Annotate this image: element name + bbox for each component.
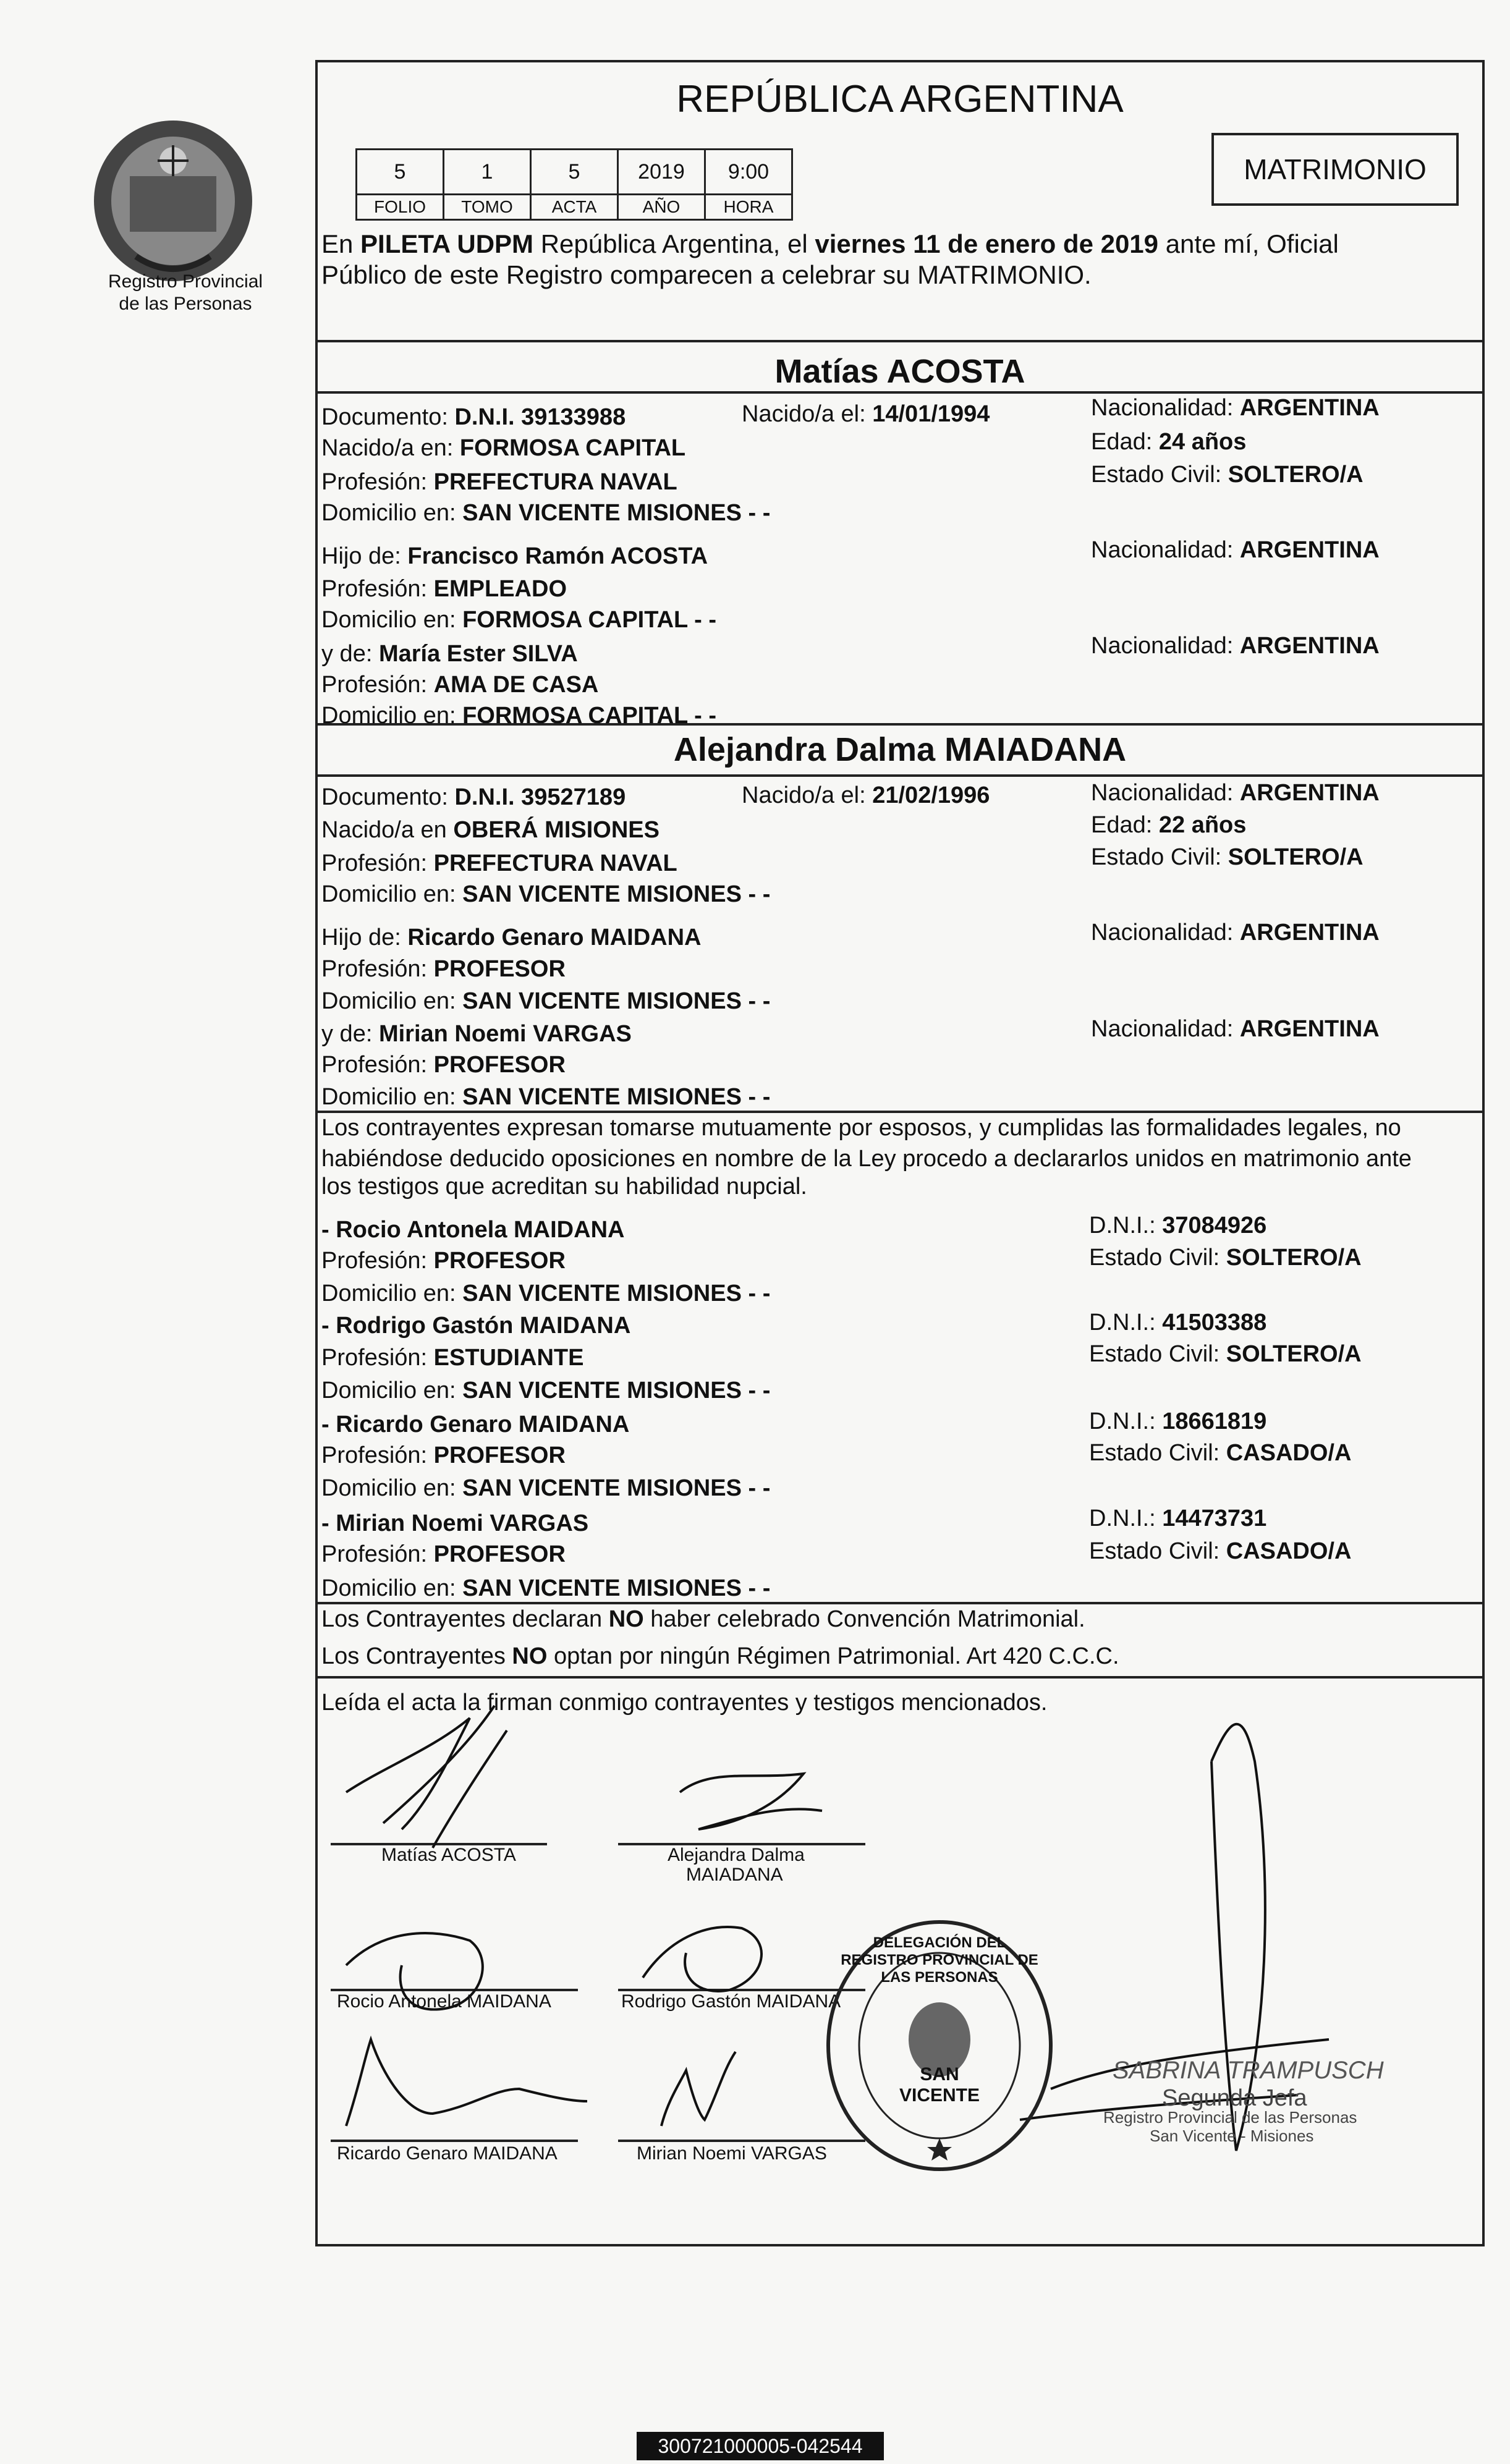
- spouse2-mother-prof: Profesión: PROFESOR: [321, 1052, 566, 1078]
- spouse2-prof: Profesión: PREFECTURA NAVAL: [321, 850, 677, 876]
- spouse1-father-nat: Nacionalidad: ARGENTINA: [1091, 537, 1380, 563]
- ano-label: AÑO: [618, 195, 705, 220]
- witness-dni: D.N.I.: 37084926: [1089, 1213, 1267, 1238]
- spouse1-mother-prof: Profesión: AMA DE CASA: [321, 672, 599, 698]
- spouse2-mother-dom: Domicilio en: SAN VICENTE MISIONES - -: [321, 1084, 771, 1110]
- official-role: Segunda Jefa: [1162, 2085, 1307, 2111]
- acta-value: 5: [531, 150, 618, 195]
- witness-dom: Domicilio en: SAN VICENTE MISIONES - -: [321, 1281, 771, 1306]
- spouse1-civil: Estado Civil: SOLTERO/A: [1091, 462, 1364, 488]
- spouse1-prof: Profesión: PREFECTURA NAVAL: [321, 469, 677, 495]
- official-name: SABRINA TRAMPUSCH: [1113, 2057, 1384, 2084]
- witness-prof: Profesión: PROFESOR: [321, 1248, 566, 1274]
- ano-value: 2019: [618, 150, 705, 195]
- intro-line-1: En PILETA UDPM República Argentina, el viernes 11 de enero de 2019 ante mí, Oficial: [321, 229, 1339, 258]
- spouse1-nat: Nacionalidad: ARGENTINA: [1091, 395, 1380, 421]
- spouse1-born: Nacido/a el: 14/01/1994: [742, 401, 990, 427]
- witness-prof: Profesión: ESTUDIANTE: [321, 1345, 584, 1371]
- witness-civil: Estado Civil: SOLTERO/A: [1089, 1341, 1362, 1367]
- footer-code: 300721000005-042544: [637, 2432, 884, 2460]
- folio-value: 5: [357, 150, 444, 195]
- witness-civil: Estado Civil: CASADO/A: [1089, 1538, 1352, 1564]
- witness-dom: Domicilio en: SAN VICENTE MISIONES - -: [321, 1575, 771, 1601]
- closing-statement: Leída el acta la firman conmigo contrayentes y testigos mencionados.: [321, 1690, 1048, 1716]
- signature-label: MAIADANA: [686, 1865, 783, 1885]
- witness-name: - Rodrigo Gastón MAIDANA: [321, 1313, 631, 1339]
- witness-prof: Profesión: PROFESOR: [321, 1541, 566, 1567]
- signature-label: Rodrigo Gastón MAIDANA: [621, 1991, 841, 2012]
- witness-name: - Rocio Antonela MAIDANA: [321, 1217, 625, 1243]
- spouse1-dom: Domicilio en: SAN VICENTE MISIONES - -: [321, 500, 771, 526]
- divider: [315, 774, 1485, 777]
- tomo-value: 1: [444, 150, 531, 195]
- spouse2-nat: Nacionalidad: ARGENTINA: [1091, 780, 1380, 806]
- spouse1-age: Edad: 24 años: [1091, 429, 1247, 455]
- witness-dni: D.N.I.: 18661819: [1089, 1408, 1267, 1434]
- signature-label: Mirian Noemi VARGAS: [637, 2143, 827, 2164]
- witness-dom: Domicilio en: SAN VICENTE MISIONES - -: [321, 1378, 771, 1403]
- regime-statement: Los Contrayentes NO optan por ningún Régimen Patrimonial. Art 420 C.C.C.: [321, 1643, 1119, 1669]
- signature-label: Matías ACOSTA: [381, 1845, 516, 1865]
- convention-statement: Los Contrayentes declaran NO haber celebrado Convención Matrimonial.: [321, 1606, 1085, 1632]
- hora-value: 9:00: [705, 150, 792, 195]
- registry-name: Registro Provincial: [108, 271, 263, 292]
- registry-sub: de las Personas: [119, 294, 252, 314]
- declaration-line-3: los testigos que acreditan su habilidad nupcial.: [321, 1174, 807, 1200]
- hora-label: HORA: [705, 195, 792, 220]
- handwritten-signatures: [0, 1669, 1510, 2287]
- spouse2-mother: y de: Mirian Noemi VARGAS: [321, 1021, 632, 1047]
- provincial-seal: [80, 114, 266, 287]
- spouse1-doc: Documento: D.N.I. 39133988: [321, 404, 626, 430]
- signature-label: Alejandra Dalma: [668, 1845, 805, 1865]
- spouse1-father: Hijo de: Francisco Ramón ACOSTA: [321, 543, 708, 569]
- spouse2-father-dom: Domicilio en: SAN VICENTE MISIONES - -: [321, 988, 771, 1014]
- signature-label: Ricardo Genaro MAIDANA: [337, 2143, 558, 2164]
- spouse1-father-dom: Domicilio en: FORMOSA CAPITAL - -: [321, 607, 717, 633]
- spouse2-father-nat: Nacionalidad: ARGENTINA: [1091, 920, 1380, 946]
- country-title: REPÚBLICA ARGENTINA: [676, 78, 1124, 121]
- intro-line-2: Público de este Registro comparecen a celebrar su MATRIMONIO.: [321, 260, 1092, 289]
- official-org-2: San Vicente - Misiones: [1150, 2127, 1314, 2145]
- spouse2-father: Hijo de: Ricardo Genaro MAIDANA: [321, 925, 702, 950]
- act-type-box: MATRIMONIO: [1211, 133, 1459, 206]
- spouse1-birthplace: Nacido/a en: FORMOSA CAPITAL: [321, 435, 686, 461]
- spouse2-birthplace: Nacido/a en OBERÁ MISIONES: [321, 817, 660, 843]
- acta-label: ACTA: [531, 195, 618, 220]
- witness-dni: D.N.I.: 14473731: [1089, 1505, 1267, 1531]
- declaration-line-2: habiéndose deducido oposiciones en nombre de la Ley procedo a declararlos unidos en matrimonio ante: [321, 1146, 1412, 1172]
- spouse2-dom: Domicilio en: SAN VICENTE MISIONES - -: [321, 881, 771, 907]
- spouse1-name: Matías ACOSTA: [774, 353, 1025, 390]
- official-org-1: Registro Provincial de las Personas: [1103, 2108, 1357, 2127]
- register-table: [355, 148, 793, 221]
- witness-name: - Mirian Noemi VARGAS: [321, 1510, 589, 1536]
- spouse1-father-prof: Profesión: EMPLEADO: [321, 576, 567, 602]
- witness-name: - Ricardo Genaro MAIDANA: [321, 1412, 630, 1437]
- witness-dni: D.N.I.: 41503388: [1089, 1310, 1267, 1336]
- witness-civil: Estado Civil: SOLTERO/A: [1089, 1245, 1362, 1271]
- witness-prof: Profesión: PROFESOR: [321, 1442, 566, 1468]
- spouse2-father-prof: Profesión: PROFESOR: [321, 956, 566, 982]
- spouse1-mother-nat: Nacionalidad: ARGENTINA: [1091, 633, 1380, 659]
- spouse2-name: Alejandra Dalma MAIADANA: [673, 731, 1127, 768]
- signature-label: Rocio Antonela MAIDANA: [337, 1991, 551, 2012]
- spouse1-mother-dom: Domicilio en: FORMOSA CAPITAL - -: [321, 703, 717, 729]
- spouse2-born: Nacido/a el: 21/02/1996: [742, 782, 990, 808]
- spouse2-mother-nat: Nacionalidad: ARGENTINA: [1091, 1016, 1380, 1042]
- stamp-outer-text: DELEGACIÓN DEL REGISTRO PROVINCIAL DE LAS PERSONAS: [841, 1934, 1038, 1986]
- witness-civil: Estado Civil: CASADO/A: [1089, 1440, 1352, 1466]
- folio-label: FOLIO: [357, 195, 444, 220]
- spouse2-age: Edad: 22 años: [1091, 812, 1247, 838]
- divider: [315, 340, 1485, 342]
- witness-dom: Domicilio en: SAN VICENTE MISIONES - -: [321, 1475, 771, 1501]
- spouse2-civil: Estado Civil: SOLTERO/A: [1091, 844, 1364, 870]
- spouse2-doc: Documento: D.N.I. 39527189: [321, 784, 626, 810]
- declaration-line-1: Los contrayentes expresan tomarse mutuamente por esposos, y cumplidas las formalidades legales, no: [321, 1115, 1401, 1141]
- spouse1-mother: y de: María Ester SILVA: [321, 641, 578, 667]
- stamp-inner-text: SAN VICENTE: [899, 2064, 980, 2106]
- tomo-label: TOMO: [444, 195, 531, 220]
- divider: [315, 723, 1485, 726]
